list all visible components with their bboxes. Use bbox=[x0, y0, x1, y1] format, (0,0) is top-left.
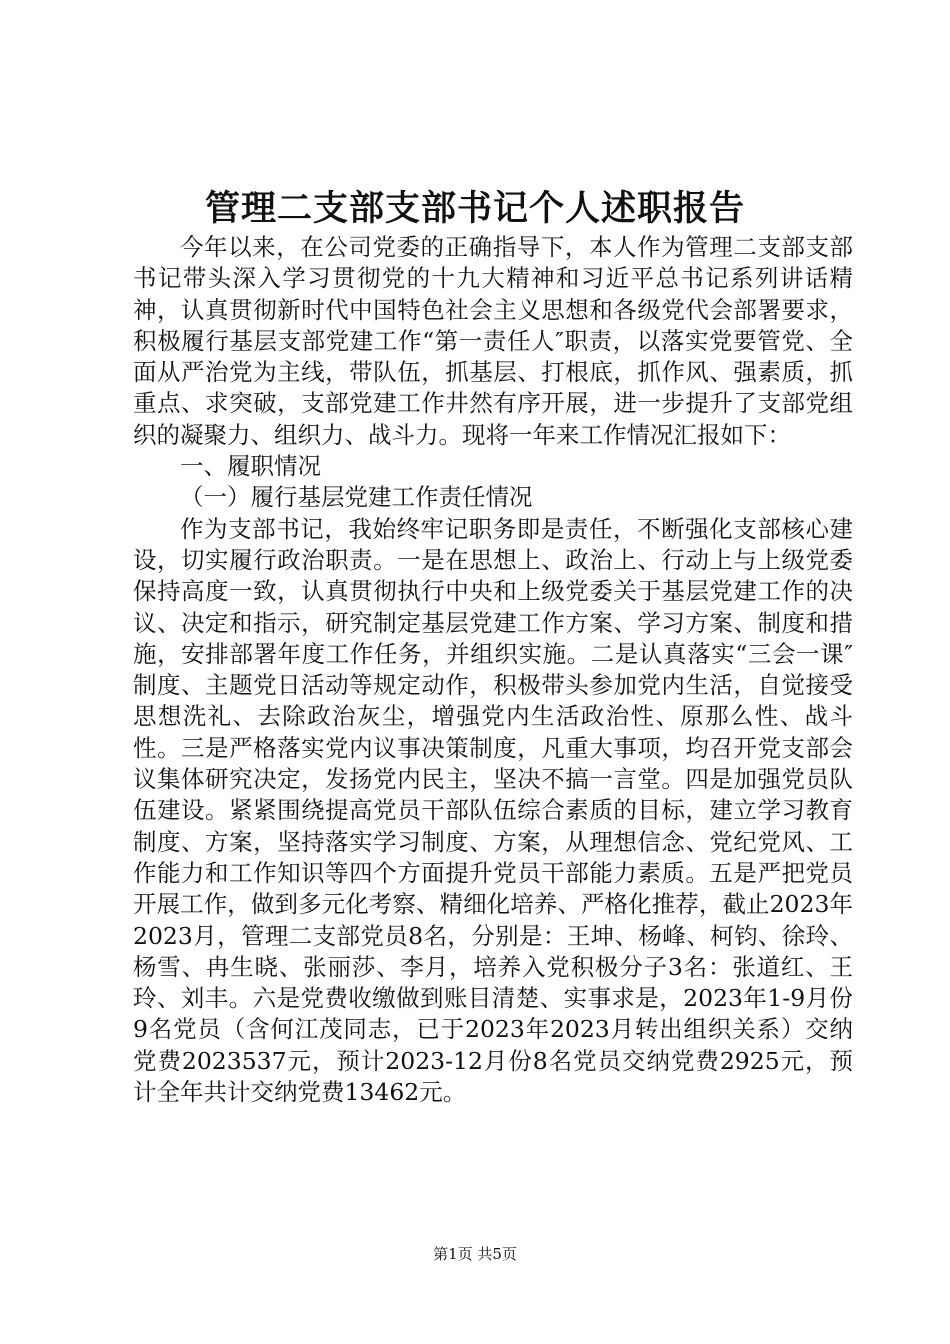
body-paragraph: 作为支部书记，我始终牢记职务即是责任，不断强化支部核心建设，切实履行政治职责。一是在思想上、政治上、行动上与上级党委保持高度一致，认真贯彻执行中央和上级党委关于基层党建工作的决议、决定和指示，研究制定基层党建工作方案、学习方案、制度和措施，安排部署年度工作任务，并组织实施。二是认真落实“三会一课″制度、主题党日活动等规定动作，积极带头参加党内生活，自觉接受思想洗礼、去除政治灰尘，增强党内生活政治性、原那么性、战斗性。三是严格落实党内议事决策制度，凡重大事项，均召开党支部会议集体研究决定，发扬党内民主，坚决不搞一言堂。四是加强党员队伍建设。紧紧围绕提高党员干部队伍综合素质的目标，建立学习教育制度、方案，坚持落实学习制度、方案，从理想信念、党纪党风、工作能力和工作知识等四个方面提升党员干部能力素质。五是严把党员开展工作，做到多元化考察、精细化培养、严格化推荐，截止2023年2023月，管理二支部党员8名，分别是：王坤、杨峰、柯钧、徐玲、杨雪、冉生晓、张丽莎、李月，培养入党积极分子3名：张道红、王玲、刘丰。六是党费收缴做到账目清楚、实事求是，2023年1-9月份9名党员（含何江茂同志，已于2023年2023月转出组织关系）交纳党费2023537元，预计2023-12月份8名党员交纳党费2925元，预计全年共计交纳党费13462元。 bbox=[133, 514, 853, 1107]
subsection-heading: （一）履行基层党建工作责任情况 bbox=[180, 483, 533, 512]
page-footer: 第1页 共5页 bbox=[433, 1245, 517, 1263]
intro-paragraph: 今年以来，在公司党委的正确指导下，本人作为管理二支部支部书记带头深入学习贯彻党的十九大精神和习近平总书记系列讲话精神，认真贯彻新时代中国特色社会主义思想和各级党代会部署要求，积极履行基层支部党建工作“第一责任人″职责，以落实党要管党、全面从严治党为主线，带队伍，抓基层、打根底，抓作风、强素质，抓重点、求突破，支部党建工作井然有序开展，进一步提升了支部党组织的凝聚力、组织力、战斗力。现将一年来工作情况汇报如下： bbox=[133, 233, 853, 449]
document-body bbox=[133, 232, 853, 1108]
section-heading: 一、履职情况 bbox=[180, 452, 321, 481]
document-title: 管理二支部支部书记个人述职报告 bbox=[204, 188, 745, 229]
